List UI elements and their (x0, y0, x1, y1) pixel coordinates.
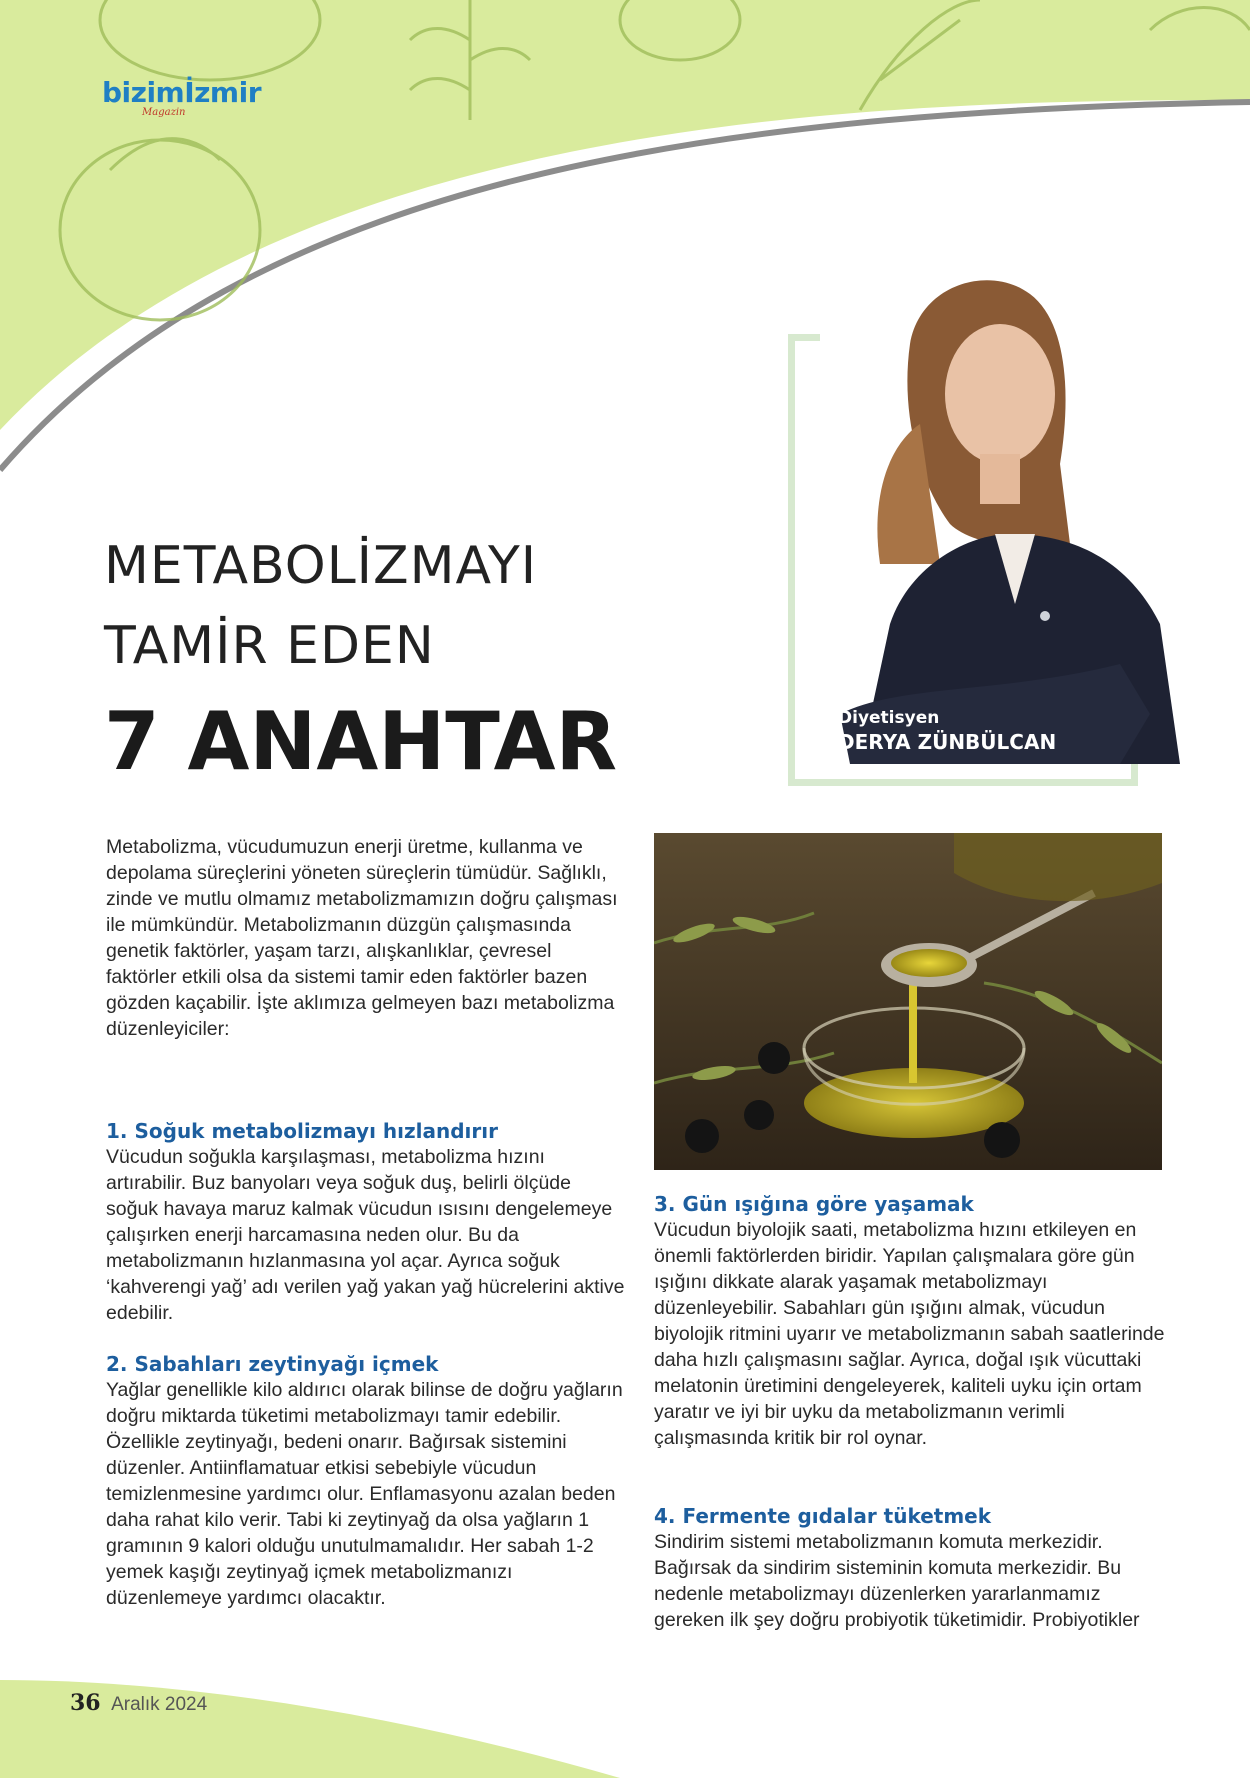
section-4-heading: 4. Fermente gıdalar tüketmek (654, 1504, 992, 1528)
section-3-heading: 3. Gün ışığına göre yaşamak (654, 1192, 974, 1216)
author-role: Diyetisyen (838, 708, 940, 728)
brand-subtitle: Magazin (142, 107, 186, 118)
brand-logo (102, 76, 262, 118)
section-1-heading: 1. Soğuk metabolizmayı hızlandırır (106, 1119, 498, 1143)
brand-name: bizimİzmir (102, 76, 262, 109)
title-line-3: 7 ANAHTAR (104, 695, 618, 788)
section-2 (106, 1351, 626, 1611)
author-portrait (820, 244, 1180, 764)
section-2-heading: 2. Sabahları zeytinyağı içmek (106, 1352, 439, 1376)
section-2-body: Yağlar genellikle kilo aldırıcı olarak bilinse de doğru yağların doğru miktarda tüketimi metabolizmayı tamir edebilir. Özellikle zeytinyağı, bedeni onarır. Bağırsak sistemini düzenler. Antiinflamatuar etkisi sebebiyle vücudun temizlenmesine yardımcı olur. Enflamasyonu azalan beden daha rahat kilo verir. Tabi ki zeytinyağ da olsa yağların 1 gramının 9 kalori olduğu unutulmamalıdır. Her sabah 1-2 yemek kaşığı zeytinyağ içmek metabolizmanızı düzenlemeye yardımcı olacaktır. (106, 1379, 623, 1609)
section-4-body: Sindirim sistemi metabolizmanın komuta merkezidir. Bağırsak da sindirim sisteminin komuta merkezidir. Bu nedenle metabolizmayı düzenlerken yararlanmamız gereken ilk şey doğru probiyotik tüketimidir. Probiyotikler (654, 1531, 1140, 1631)
section-1-body: Vücudun soğukla karşılaşması, metabolizma hızını artırabilir. Buz banyoları veya soğuk duş, belirli ölçüde soğuk havaya maruz kalmak vücudun ısısını dengelemeye çalışırken enerji harcamasına neden olur. Bu da metabolizmanın hızlanmasına yol açar. Ayrıca soğuk ‘kahverengi yağ’ adı verilen yağ yakan yağ hücrelerini aktive edebilir. (106, 1146, 625, 1324)
issue-date: Aralık 2024 (111, 1694, 208, 1715)
title-line-2: TAMİR EDEN (104, 616, 435, 676)
section-3-body: Vücudun biyolojik saati, metabolizma hızını etkileyen en önemli faktörlerden biridir. Yapılan çalışmalara göre gün ışığını dikkate alarak yaşamak metabolizmayı düzenleyebilir. Sabahları gün ışığını almak, vücudun biyolojik ritmini uyarır ve metabolizmanın sabah saatlerinde daha hızlı çalışmasını sağlar. Ayrıca, doğal ışık vücuttaki melatonin üretimini dengeleyerek, kaliteli uyku için ortam yaratır ve iyi bir uyku da metabolizmanın verimli çalışmasında kritik bir rol oynar. (654, 1219, 1165, 1449)
title-line-1: METABOLİZMAYI (104, 536, 538, 596)
section-4 (654, 1503, 1174, 1633)
author-name: DERYA ZÜNBÜLCAN (838, 730, 1057, 754)
intro-paragraph (106, 834, 626, 1042)
olive-oil-photo (654, 833, 1162, 1170)
frame-left (788, 334, 795, 786)
section-1 (106, 1118, 626, 1326)
frame-top (788, 334, 820, 341)
frame-bottom (788, 779, 1138, 786)
section-3 (654, 1191, 1174, 1451)
page-footer (70, 1690, 207, 1716)
page-number: 36 (70, 1690, 101, 1716)
intro-text: Metabolizma, vücudumuzun enerji üretme, kullanma ve depolama süreçlerini yöneten süreçlerin tümüdür. Sağlıklı, zinde ve mutlu olmamız metabolizmamızın doğru çalışması ile mümkündür. Metabolizmanın düzgün çalışmasında genetik faktörler, yaşam tarzı, alışkanlıklar, çevresel faktörler etkili olsa da sistemi tamir eden faktörler bazen gözden kaçabilir. İşte aklımıza gelmeyen bazı metabolizma düzenleyiciler: (106, 836, 618, 1040)
